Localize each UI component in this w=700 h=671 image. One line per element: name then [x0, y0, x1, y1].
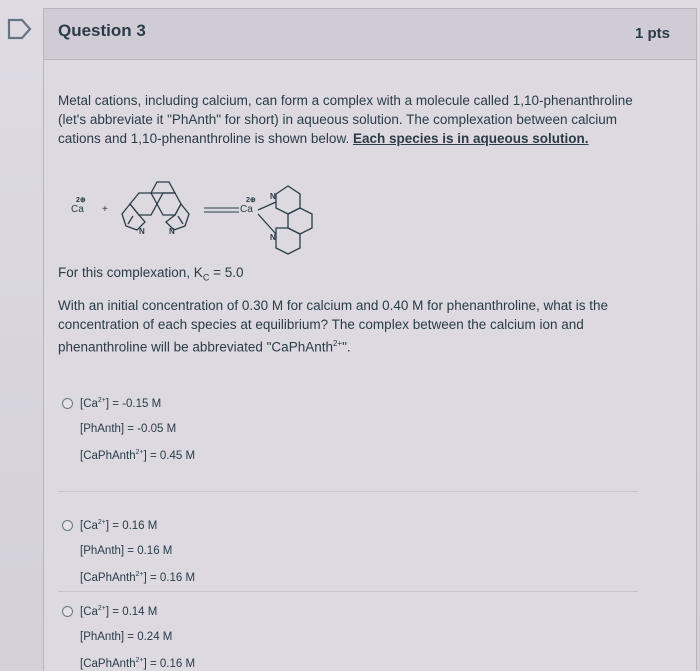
- question-prompt-text: With an initial concentration of 0.30 M for calcium and 0.40 M for phenanthroline, what is the concentration of each species at equilibrium? The complex between the calcium ion and phenanthroline will be abbreviated "CaPhAnth: [58, 298, 609, 355]
- radio-button-c[interactable]: [62, 606, 73, 617]
- ligand-n-left: N: [139, 227, 145, 236]
- question-title: Question 3: [58, 21, 146, 40]
- plus-sign: +: [102, 204, 108, 215]
- complex-n-top: N: [270, 192, 276, 201]
- option-a-phanth: [PhAnth] = -0.05 M: [80, 423, 177, 435]
- kc-subscript: C: [202, 272, 210, 283]
- option-a-ca: $[Ca^{2+}] = -0.15$ M: [80, 397, 162, 410]
- question-prompt-end: ".: [342, 339, 351, 355]
- cation-symbol: Ca: [71, 204, 84, 215]
- option-c-phanth: [PhAnth] = 0.24 M: [80, 631, 173, 643]
- reaction-diagram: [54, 174, 354, 259]
- question-card: [43, 8, 697, 671]
- complex-metal: Ca: [240, 204, 253, 215]
- complex-charge: 2⊕: [246, 197, 256, 204]
- option-c-complex: [CaPhAnth$^{2+}$] = 0.16 M: [80, 657, 196, 670]
- complex-n-bottom: N: [270, 233, 276, 242]
- option-c-ca: $[Ca^{2+}] = 0.14$ M: [80, 605, 158, 618]
- option-b-complex: [CaPhAnth$^{2+}$] = 0.16 M: [80, 571, 196, 584]
- question-header: [44, 9, 696, 60]
- question-paragraph: [58, 91, 658, 148]
- aqueous-emphasis: Each species is in aqueous solution.: [352, 131, 589, 146]
- question-prompt: [58, 296, 658, 357]
- option-divider: [58, 591, 638, 592]
- equilibrium-arrow: [204, 208, 239, 212]
- radio-button-a[interactable]: [62, 398, 73, 409]
- kc-statement: [58, 265, 243, 283]
- option-b-phanth: [PhAnth] = 0.16 M: [80, 545, 173, 557]
- question-paragraph-text: Metal cations, including calcium, can form a complex with a molecule called 1,10-phenanthroline (let's abbreviate it "PhAnth" for short) in aqueous solution. The complexation between calcium cations and 1,10-phenanthroline is shown below.: [58, 93, 633, 146]
- option-a-complex: [CaPhAnth$^{2+}$] = 0.45 M: [80, 449, 196, 462]
- option-b-ca: $[Ca^{2+}] = 0.16$ M: [80, 519, 158, 532]
- ligand-n-right: N: [169, 227, 175, 236]
- phenanthroline-structure: [122, 182, 189, 230]
- radio-button-b[interactable]: [62, 520, 73, 531]
- complex-structure: [258, 186, 312, 254]
- flag-question-icon[interactable]: [6, 18, 32, 40]
- option-divider: [58, 491, 638, 492]
- kc-value: = 5.0: [209, 265, 244, 280]
- question-points: 1 pts: [634, 25, 670, 42]
- question-prompt-sup: 2+: [332, 339, 343, 348]
- kc-prefix: For this complexation, K: [58, 265, 203, 280]
- cation-charge: 2⊕: [76, 197, 86, 204]
